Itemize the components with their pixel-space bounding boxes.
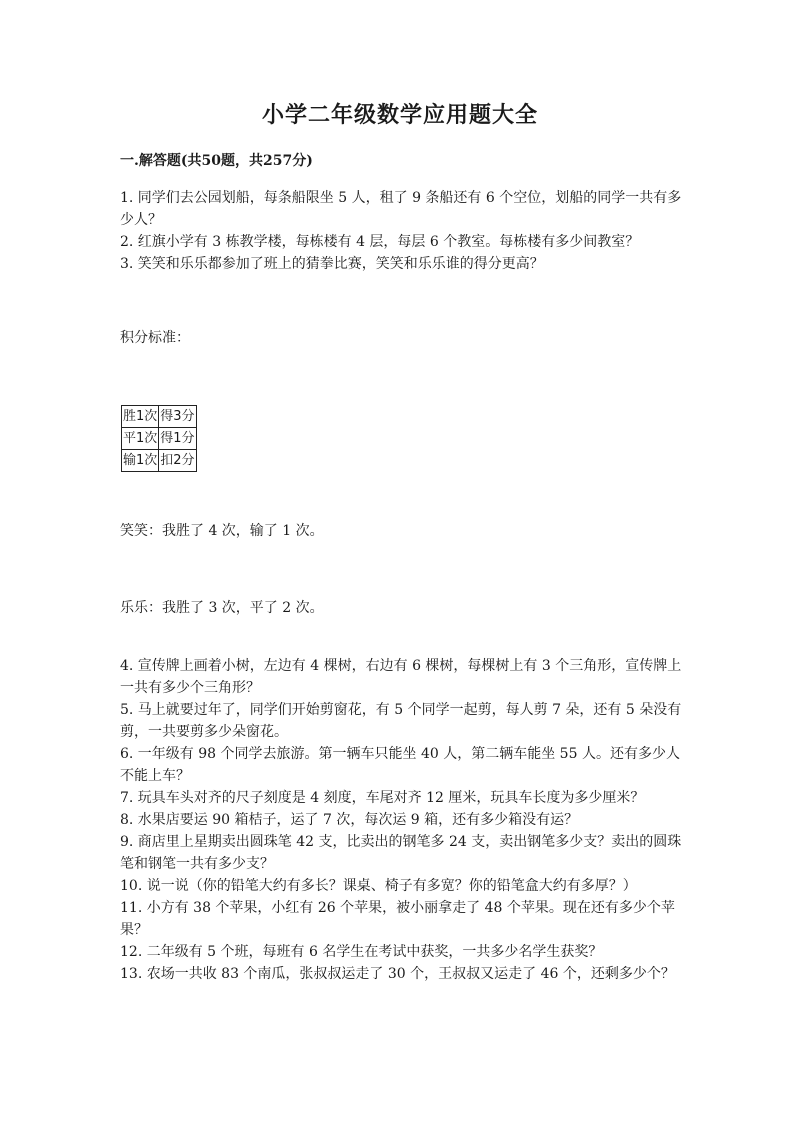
table-cell: 胜1次 [122,406,159,428]
question-item: 13. 农场一共收 83 个南瓜，张叔叔运走了 30 个，王叔叔又运走了 46 个，还剩多少个？ [120,966,675,982]
question-item: 2. 红旗小学有 3 栋教学楼，每栋楼有 4 层，每层 6 个教室。每栋楼有多少间教室？ [120,234,640,250]
question-item: 6. 一年级有 98 个同学去旅游。第一辆车只能坐 40 人，第二辆车能坐 55 人。还有多少人不能上车？ [120,746,680,784]
question-item: 12. 二年级有 5 个班，每班有 6 名学生在考试中获奖，一共多少名学生获奖？ [120,944,603,960]
question-item: 11. 小方有 38 个苹果，小红有 26 个苹果，被小丽拿走了 48 个苹果。现在还有多少个苹果？ [120,900,675,938]
question-item: 9. 商店里上星期卖出圆珠笔 42 支，比卖出的钢笔多 24 支，卖出钢笔多少支？卖出的圆珠笔和钢笔一共有多少支？ [120,834,682,872]
table-row [122,406,197,428]
table-row [122,450,197,472]
xiaoxiao-statement: 笑笑：我胜了 4 次，输了 1 次。 [120,523,324,539]
table-cell: 平1次 [122,428,159,450]
table-cell: 输1次 [122,450,159,472]
score-standard-label: 积分标准： [120,330,190,346]
question-item: 4. 宣传牌上画着小树，左边有 4 棵树，右边有 6 棵树，每棵树上有 3 个三角形，宣传牌上一共有多少个三角形？ [120,658,682,696]
question-item: 7. 玩具车头对齐的尺子刻度是 4 刻度，车尾对齐 12 厘米，玩具车长度为多少厘米？ [120,790,645,806]
table-row [122,428,197,450]
page-title: 小学二年级数学应用题大全 [261,102,538,128]
question-item: 5. 马上就要过年了，同学们开始剪窗花，有 5 个同学一起剪，每人剪 7 朵，还有 5 朵没有剪，一共要剪多少朵窗花。 [120,702,682,740]
question-item: 8. 水果店要运 90 箱桔子，运了 7 次，每次运 9 箱，还有多少箱没有运？ [120,812,579,828]
table-cell: 扣2分 [159,450,196,472]
question-list-a [120,187,685,275]
score-table [121,405,197,472]
question-item: 3. 笑笑和乐乐都参加了班上的猜拳比赛，笑笑和乐乐谁的得分更高？ [120,256,544,272]
question-item: 1. 同学们去公园划船，每条船限坐 5 人，租了 9 条船还有 6 个空位，划船的同学一共有多少人？ [120,190,682,228]
section-heading: 一.解答题(共50题，共257分) [120,153,313,169]
lele-statement: 乐乐：我胜了 3 次，平了 2 次。 [120,600,324,616]
question-item: 10. 说一说（你的铅笔大约有多长？课桌、椅子有多宽？你的铅笔盒大约有多厚？） [120,878,637,894]
table-cell: 得3分 [159,406,196,428]
question-list-b [120,655,685,985]
table-cell: 得1分 [159,428,196,450]
